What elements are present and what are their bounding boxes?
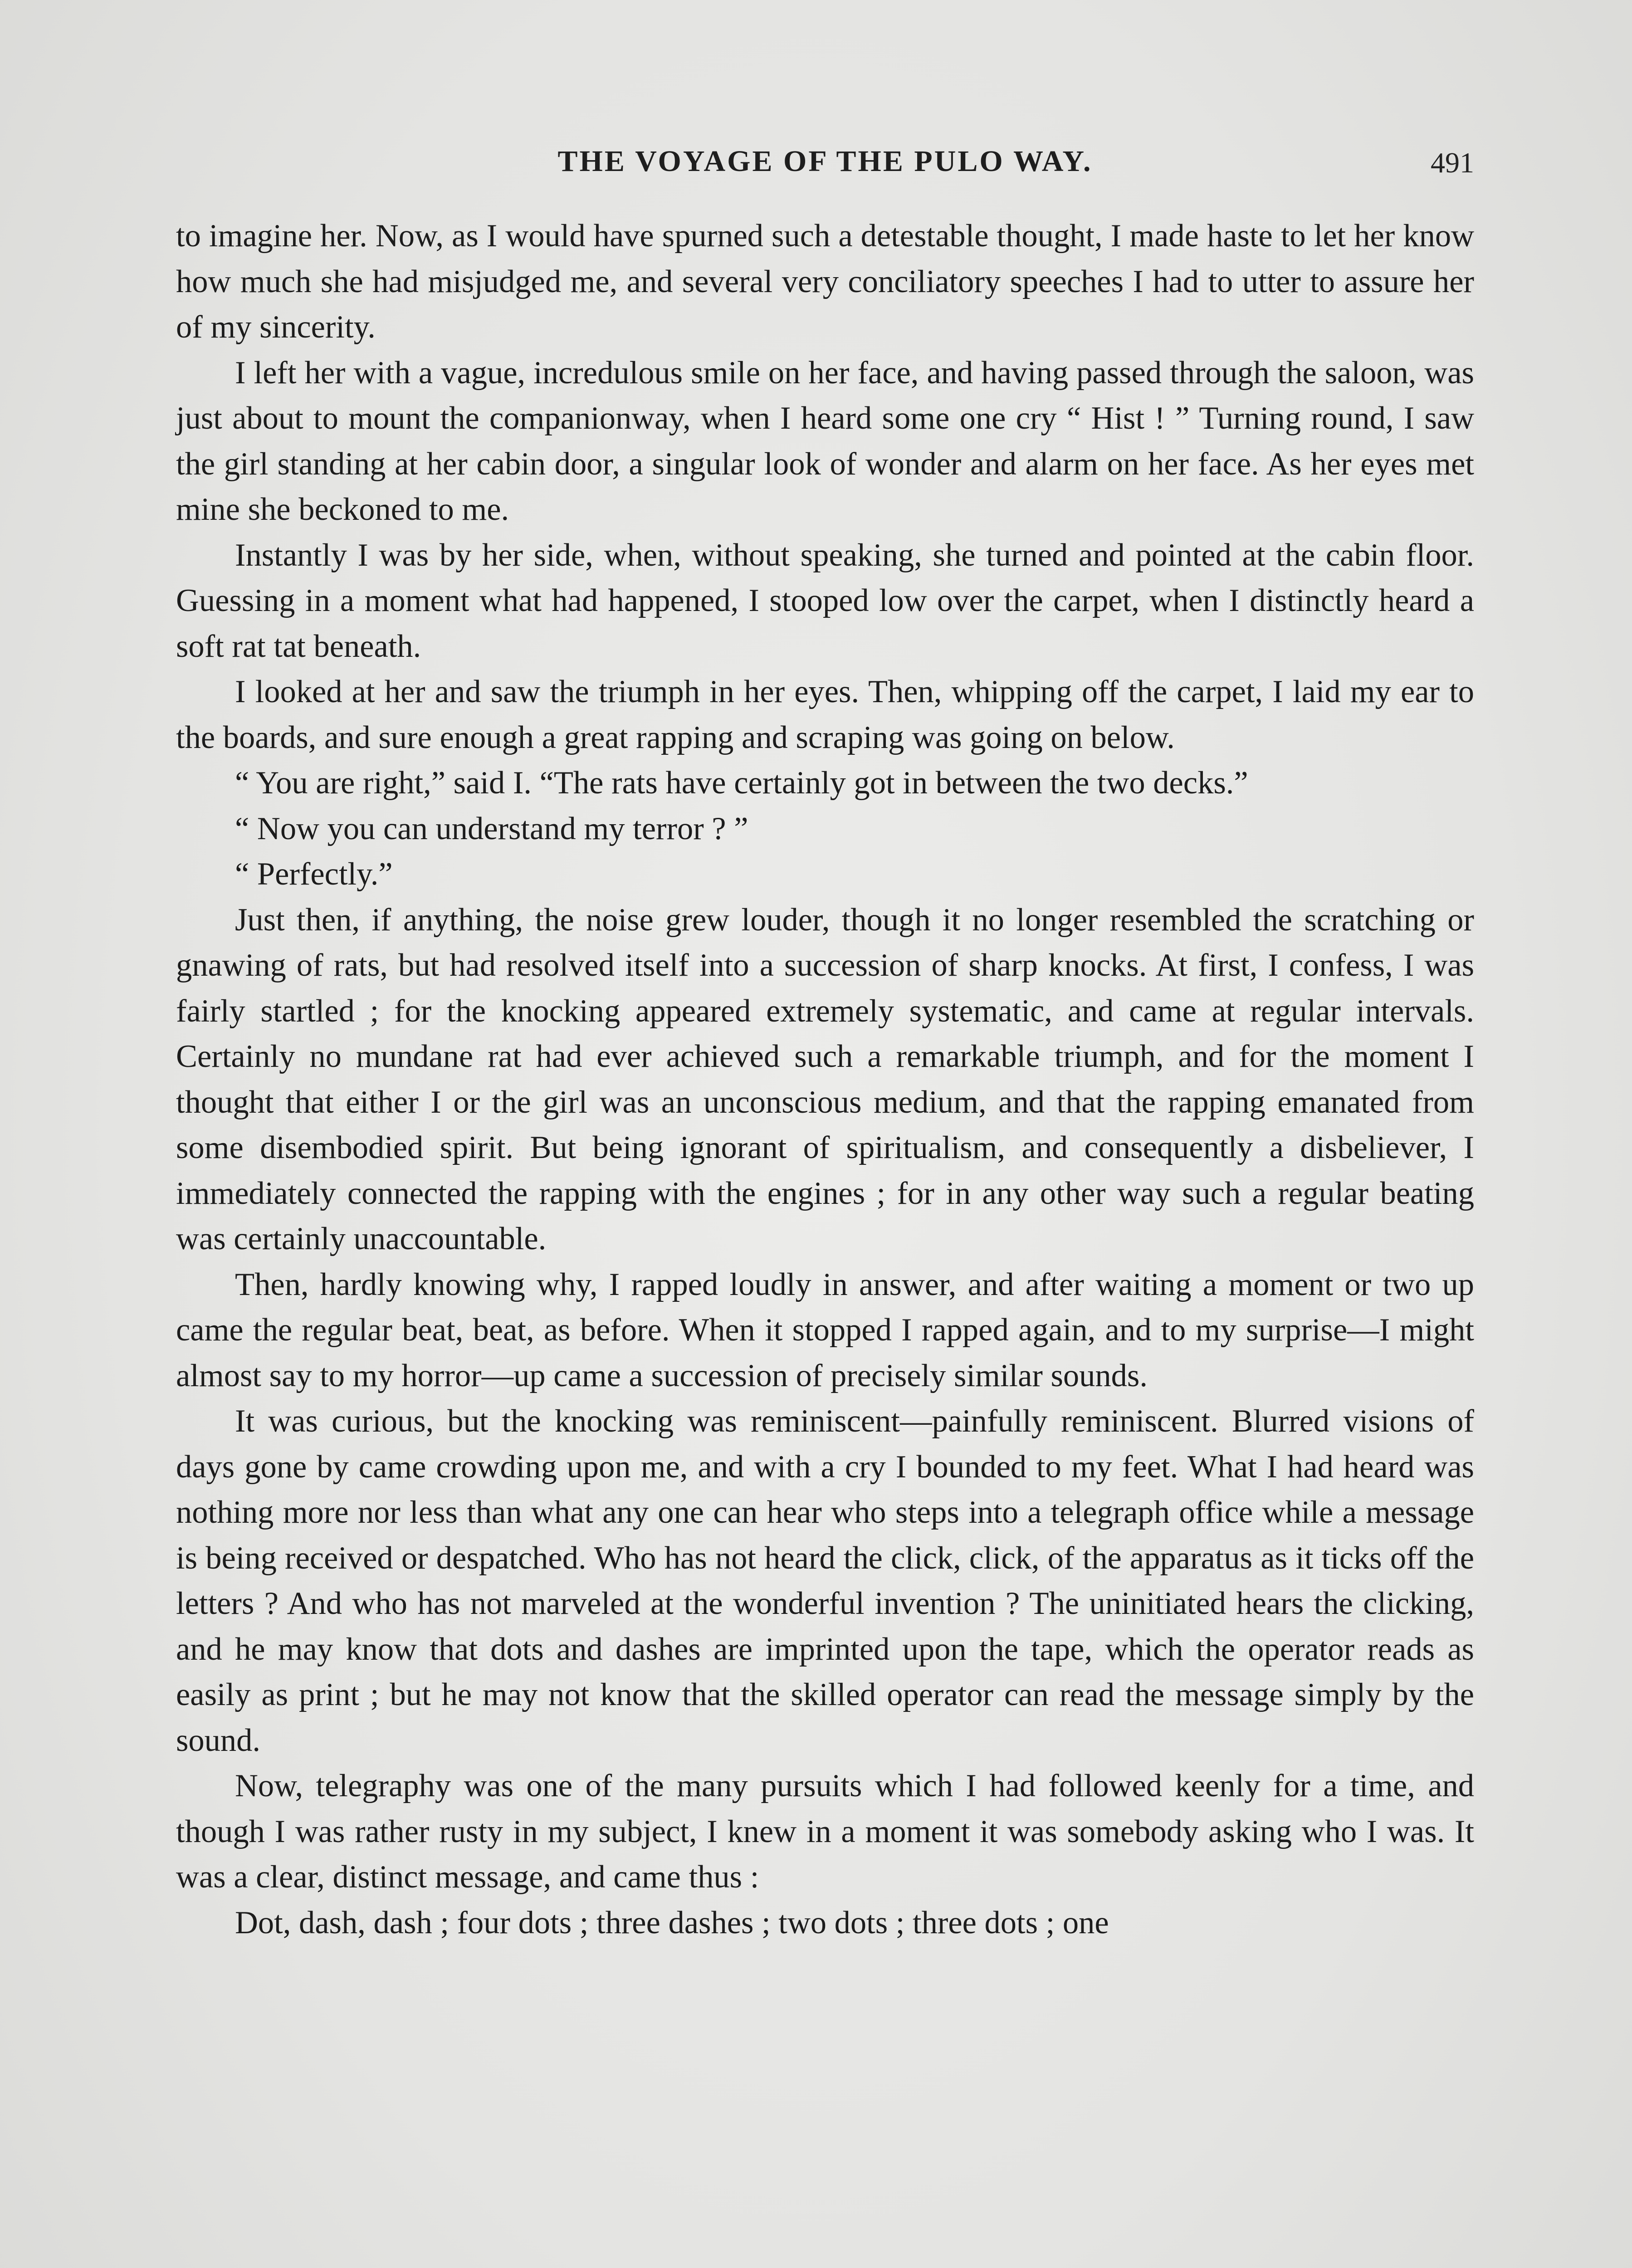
page-number: 491 bbox=[1431, 147, 1474, 179]
running-title: THE VOYAGE OF THE PULO WAY. bbox=[557, 145, 1093, 178]
paragraph-6: “ Now you can understand my terror ? ” bbox=[235, 811, 748, 846]
paragraph-7: “ Perfectly.” bbox=[235, 856, 393, 892]
paragraph-11: Now, telegraphy was one of the many pursuits which I had followed keenly for a time, and though I was rather rusty in my subject, I knew in a moment it was somebody asking who I was. It was a clear, distinct message, and came thus : bbox=[176, 1768, 1474, 1895]
paragraph-5: “ You are right,” said I. “The rats have certainly got in between the two decks.” bbox=[235, 765, 1248, 801]
paragraph-1: to imagine her. Now, as I would have spurned such a detestable thought, I made haste to let her know how much she had misjudged me, and several very conciliatory speeches I had to utter to assure her of my sincerity. bbox=[176, 218, 1474, 345]
paragraph-9: Then, hardly knowing why, I rapped loudly in answer, and after waiting a moment or two up came the regular beat, beat, as before. When it stopped I rapped again, and to my surprise—I might almost say to my horror—up came a succession of precisely similar sounds. bbox=[176, 1266, 1474, 1393]
paragraph-3: Instantly I was by her side, when, without speaking, she turned and pointed at the cabin floor. Guessing in a moment what had happened, I stooped low over the carpet, when I distinctly heard a soft rat tat beneath. bbox=[176, 537, 1474, 664]
page-header bbox=[176, 144, 1474, 185]
paragraph-12: Dot, dash, dash ; four dots ; three dashes ; two dots ; three dots ; one bbox=[235, 1905, 1109, 1941]
paragraph-4: I looked at her and saw the triumph in her eyes. Then, whipping off the carpet, I laid my ear to the boards, and sure enough a great rapping and scraping was going on below. bbox=[176, 674, 1474, 755]
paragraph-2: I left her with a vague, incredulous smile on her face, and having passed through the saloon, was just about to mount the companionway, when I heard some one cry “ Hist ! ” Turning round, I saw the girl standing at her cabin door, a singular look of wonder and alarm on her face. As her eyes met mine she beckoned to me. bbox=[176, 355, 1474, 527]
paragraph-10: It was curious, but the knocking was reminiscent—painfully reminiscent. Blurred visions of days gone by came crowding upon me, and with a cry I bounded to my feet. What I had heard was nothing more nor less than what any one can hear who steps into a telegraph office while a message is being received or despatched. Who has not heard the click, click, of the apparatus as it ticks off the letters ? And who has not marveled at the wonderful invention ? The uninitiated hears the clicking, and he may know that dots and dashes are imprinted upon the tape, which the operator reads as easily as print ; but he may not know that the skilled operator can read the message simply by the sound. bbox=[176, 1403, 1474, 1758]
paragraph-8: Just then, if anything, the noise grew louder, though it no longer resembled the scratching or gnawing of rats, but had resolved itself into a succession of sharp knocks. At first, I confess, I was fairly startled ; for the knocking appeared extremely systematic, and came at regular intervals. Certainly no mundane rat had ever achieved such a remarkable triumph, and for the moment I thought that either I or the girl was an unconscious medium, and that the rapping emanated from some disembodied spirit. But being ignorant of spiritualism, and consequently a disbeliever, I immediately connected the rapping with the engines ; for in any other way such a regular beating was certainly unaccountable. bbox=[176, 902, 1474, 1256]
article-body bbox=[176, 213, 1474, 1945]
